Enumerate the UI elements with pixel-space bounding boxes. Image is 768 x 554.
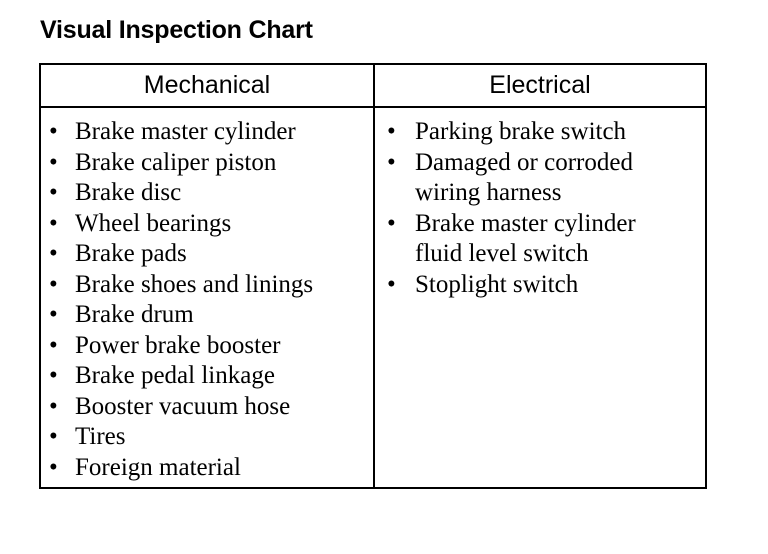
bullet-icon: •: [387, 209, 396, 237]
bullet-icon: •: [49, 453, 58, 481]
list-item: [49, 148, 367, 179]
inspection-table: [39, 63, 707, 489]
mechanical-header: Mechanical: [143, 71, 271, 99]
list-item: [49, 270, 367, 301]
list-item: [387, 148, 703, 179]
list-item-continuation: [393, 178, 703, 209]
bullet-icon: •: [49, 331, 58, 359]
list-item: [49, 209, 367, 240]
list-item-label: Foreign material: [75, 453, 241, 481]
list-item: [49, 239, 367, 270]
bullet-icon: •: [49, 301, 58, 328]
column-divider: [373, 65, 375, 487]
list-item-label: Damaged or corroded: [415, 148, 633, 176]
list-item-label: Booster vacuum hose: [75, 392, 291, 420]
list-item: [49, 300, 367, 331]
bullet-icon: •: [49, 392, 58, 420]
list-item: [387, 270, 703, 301]
bullet-icon: •: [49, 179, 58, 206]
bullet-icon: •: [49, 423, 58, 450]
bullet-icon: •: [387, 148, 396, 176]
list-item-label: Power brake booster: [75, 331, 281, 359]
bullet-icon: •: [387, 118, 396, 145]
list-item: [49, 361, 367, 392]
bullet-icon: •: [49, 362, 58, 389]
page-title: Visual Inspection Chart: [40, 16, 313, 44]
list-item-label: Stoplight switch: [415, 270, 579, 298]
electrical-header: Electrical: [489, 71, 591, 99]
list-item: [49, 392, 367, 423]
list-item: [387, 117, 703, 148]
list-item-label: Brake pads: [75, 240, 187, 267]
bullet-icon: •: [49, 148, 58, 176]
list-item-label: Brake caliper piston: [75, 148, 277, 176]
bullet-icon: •: [49, 118, 58, 145]
list-item-label: fluid level switch: [415, 240, 589, 267]
bullet-icon: •: [49, 209, 58, 237]
list-item-label: Brake pedal linkage: [75, 362, 275, 389]
list-item-label: Brake disc: [75, 179, 182, 206]
list-item-label: Brake drum: [75, 301, 194, 328]
header-divider: [41, 106, 705, 108]
list-item-label: Wheel bearings: [75, 209, 232, 237]
list-item-continuation: [393, 239, 703, 270]
bullet-icon: •: [49, 270, 58, 298]
list-item: [49, 422, 367, 453]
list-item: [49, 331, 367, 362]
list-item: [49, 453, 367, 484]
mechanical-list: [49, 117, 367, 483]
list-item-label: Brake master cylinder: [415, 209, 636, 237]
list-item: [387, 209, 703, 240]
list-item: [49, 117, 367, 148]
list-item: [49, 178, 367, 209]
bullet-icon: •: [49, 240, 58, 267]
list-item-label: Parking brake switch: [415, 118, 627, 145]
list-item-label: Brake shoes and linings: [75, 270, 314, 298]
bullet-icon: •: [387, 270, 396, 298]
list-item-label: wiring harness: [415, 179, 562, 206]
electrical-list: [387, 117, 703, 300]
list-item-label: Tires: [75, 423, 126, 450]
list-item-label: Brake master cylinder: [75, 118, 296, 145]
